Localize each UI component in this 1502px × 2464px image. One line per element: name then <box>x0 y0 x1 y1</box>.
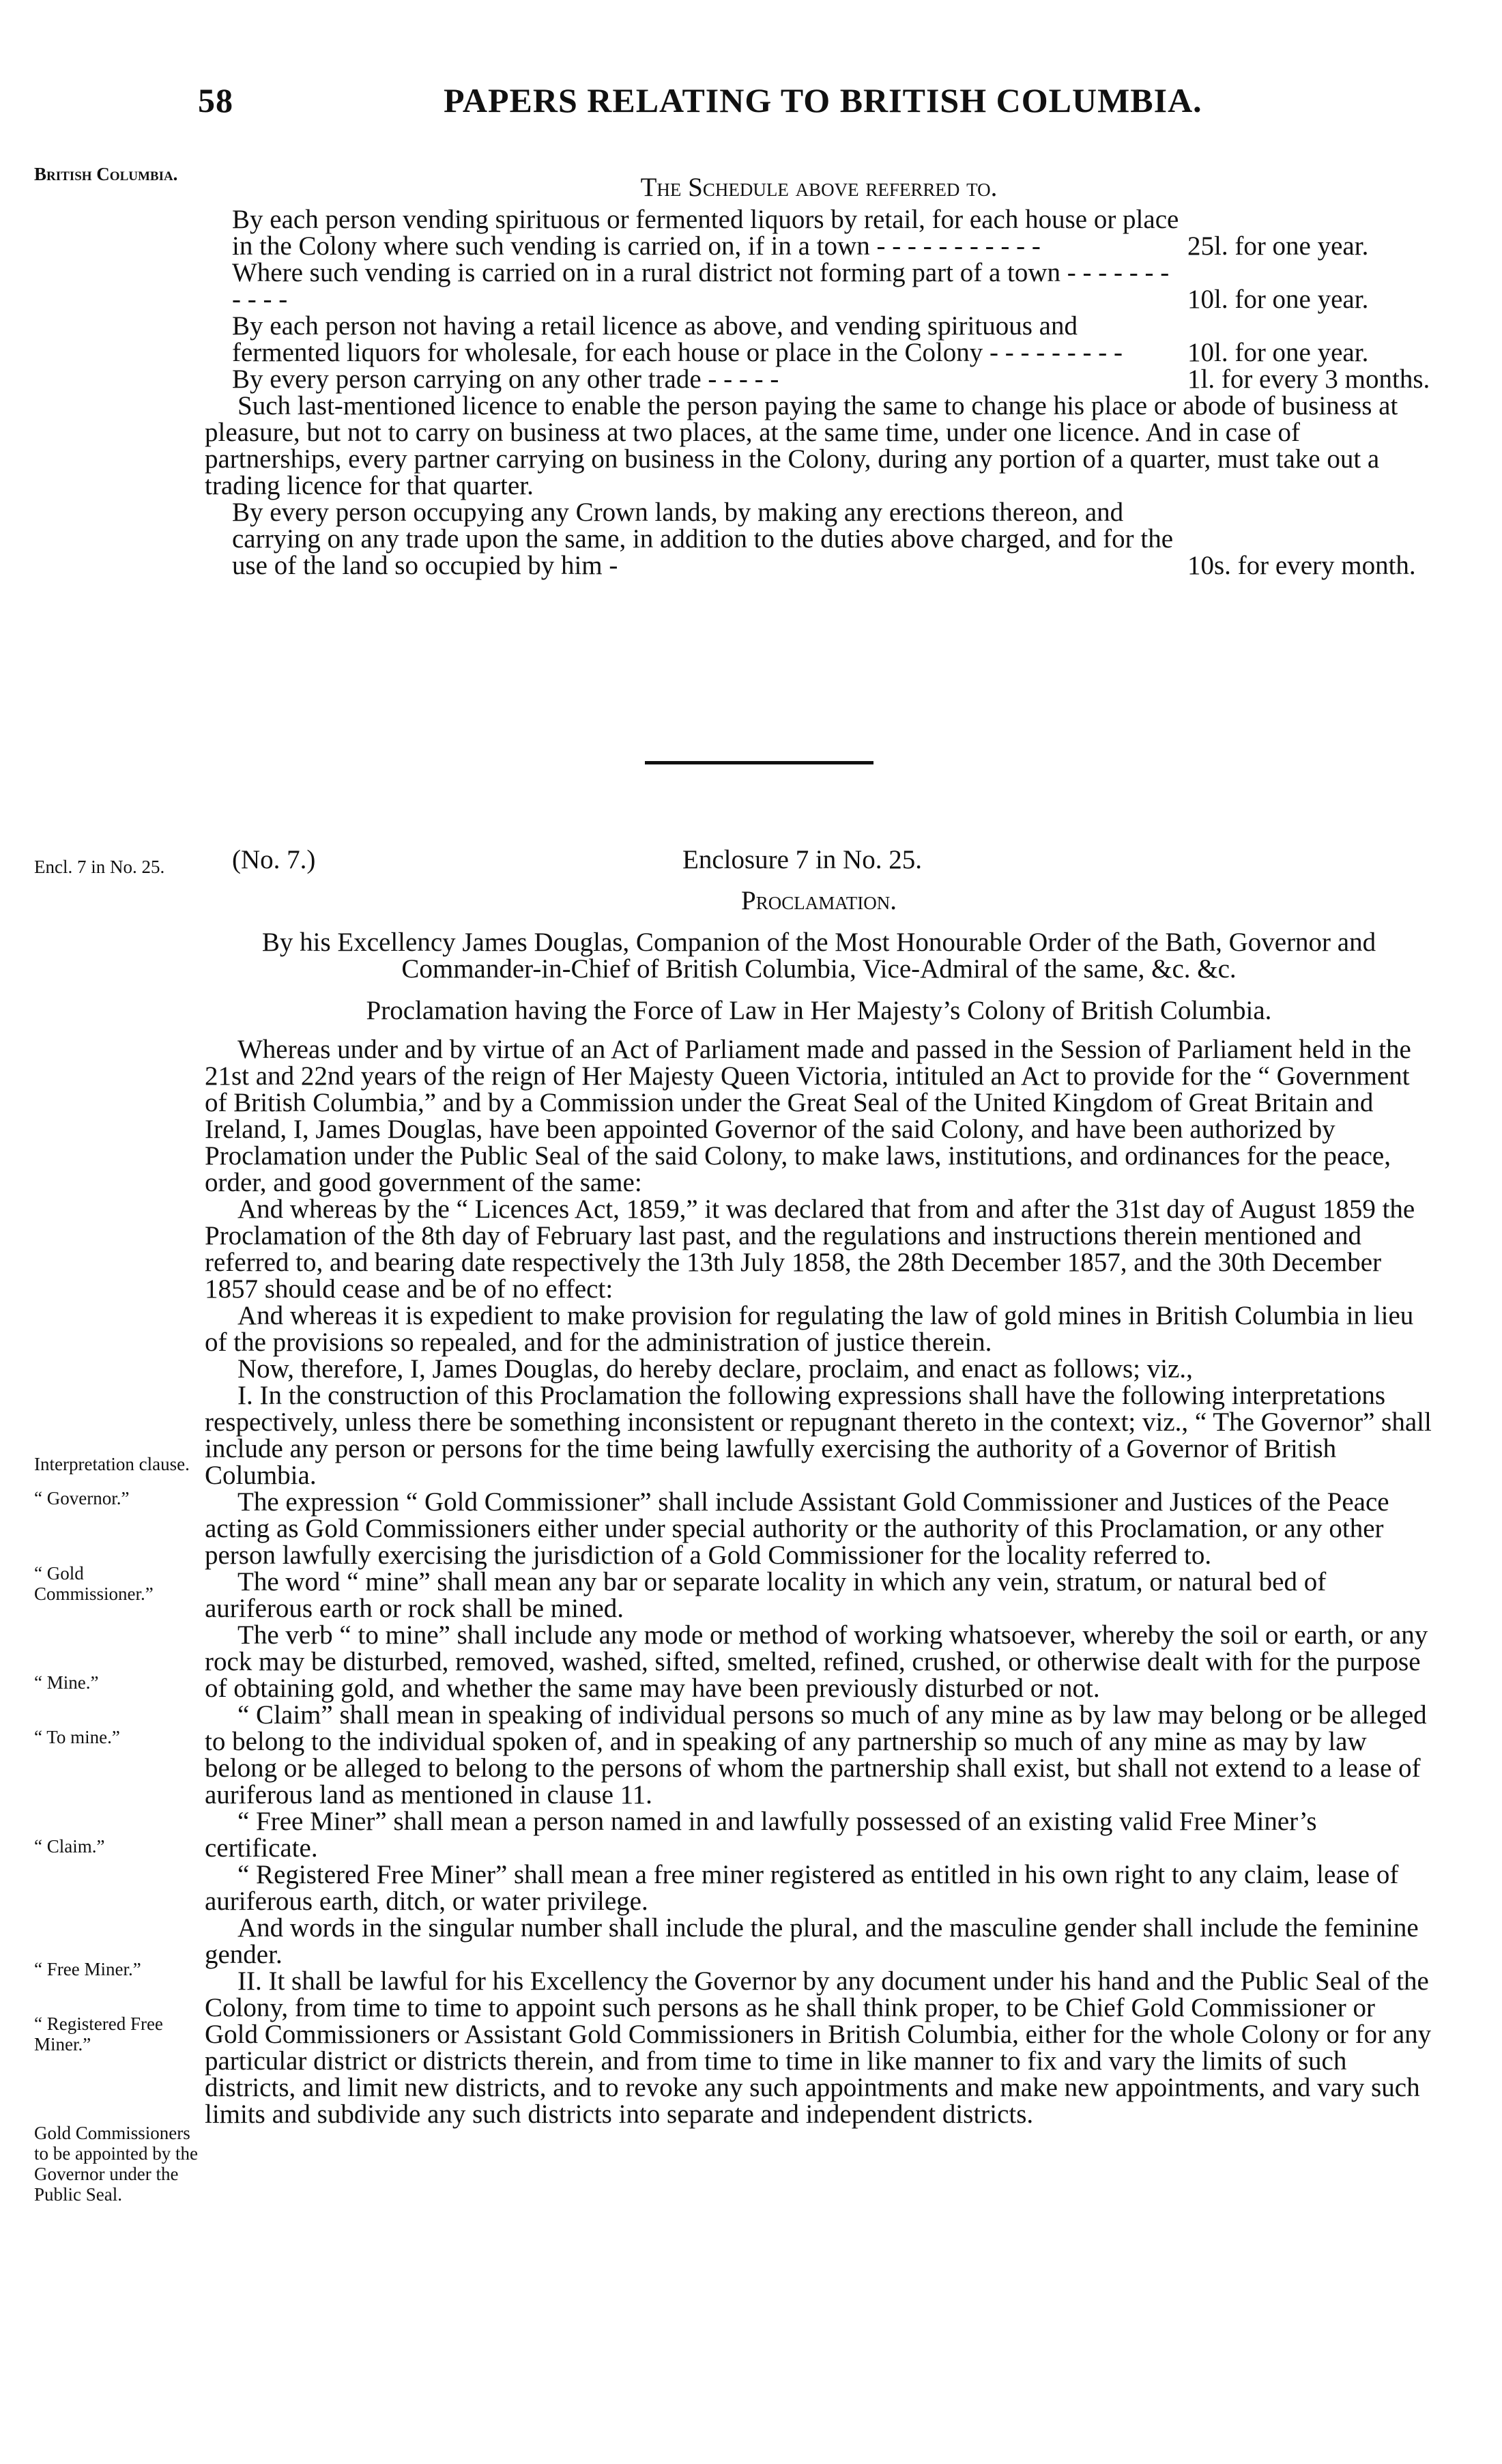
schedule-row-crown-lands <box>205 499 1433 579</box>
margin-note-claim: “ Claim.” <box>34 1836 105 1857</box>
paragraph: The verb “ to mine” shall include any mode or method of working whatsoever, whereby the soil or earth, or any rock may be disturbed, removed, washed, sifted, smelted, refined, crushed, or otherwise dealt with for the purpose of obtaining gold, and whether the same may have been previously disturbed or not. <box>205 1620 1428 1703</box>
schedule-section <box>205 174 1433 579</box>
schedule-row-amount: 10s. for every month. <box>1187 551 1416 580</box>
margin-note-gold-commissioner: “ Gold Commissioner.” <box>34 1563 154 1604</box>
margin-note-governor: “ Governor.” <box>34 1488 130 1508</box>
proclamation-by-line: By his Excellency James Douglas, Companion of the Most Honourable Order of the Bath, Governor and Commander-in-Chief of British Columbia, Vice-Admiral of the same, &c. &c. <box>261 928 1376 984</box>
paragraph: “ Registered Free Miner” shall mean a free miner registered as entitled in his own right to any claim, lease of auriferous earth, ditch, or water privilege. <box>205 1860 1399 1916</box>
page-number: 58 <box>198 81 233 119</box>
margin-note-enclosure: Encl. 7 in No. 25. <box>34 857 165 877</box>
running-title: PAPERS RELATING TO BRITISH COLUMBIA. <box>444 81 1202 119</box>
schedule-row-description: Where such vending is carried on in a rural district not forming part of a town - - - - - - - - - - - <box>232 258 1170 314</box>
proclamation-section <box>205 846 1433 2128</box>
proclamation-heading: Proclamation. <box>741 886 897 915</box>
enclosure-title: Enclosure 7 in No. 25. <box>682 845 922 874</box>
margin-note-registered-free-miner: “ Registered Free Miner.” <box>34 2014 163 2054</box>
schedule-title: The Schedule above referred to. <box>640 173 998 202</box>
paragraph: And whereas it is expedient to make provision for regulating the law of gold mines in British Columbia in lieu of the provisions so repealed, and for the administration of justice therein. <box>205 1301 1414 1357</box>
schedule-row-description: By every person carrying on any other trade - - - - - <box>232 364 779 394</box>
schedule-row-amount: 10l. for one year. <box>1187 338 1369 367</box>
paragraph: II. It shall be lawful for his Excellency the Governor by any document under his hand and the Public Seal of the Colony, from time to time to appoint such persons as he shall think proper, to be Chief Gold Commissioner or Gold Commissioners or Assistant Gold Commissioners in British Columbia, either for the whole Colony or for any particular district or districts therein, and from time to time in like manner to fix and vary the limits of such districts, and limit new districts, and to revoke any such appointments and make new appointments, and vary such limits and subdivide any such districts into separate and independent districts. <box>205 1966 1432 2129</box>
paragraph: And whereas by the “ Licences Act, 1859,” it was declared that from and after the 31st day of August 1859 the Proclamation of the 8th day of February last past, and the regulations and instructions therein mentioned and referred to, and bearing date respectively the 13th July 1858, the 28th December 1857, and the 30th December 1857 should cease and be of no effect: <box>205 1194 1415 1304</box>
schedule-row-description: By each person vending spirituous or fermented liquors by retail, for each house or place in the Colony where such vending is carried on, if in a town - - - - - - - - - - - <box>232 205 1179 261</box>
schedule-row-amount: 10l. for one year. <box>1187 285 1369 314</box>
schedule-row-amount: 25l. for one year. <box>1187 231 1369 261</box>
paragraph: The expression “ Gold Commissioner” shall include Assistant Gold Commissioner and Justices of the Peace acting as Gold Commissioners either under special authority or the authority of this Proclamation, or any other person lawfully exercising the jurisdiction of a Gold Commissioner for the locality referred to. <box>205 1487 1389 1570</box>
schedule-note: Such last-mentioned licence to enable the person paying the same to change his place or abode of business at pleasure, but not to carry on business at two places, at the same time, under one licence. And in case of partnerships, every partner carrying on business in the Colony, during any portion of a quarter, must take out a trading licence for that quarter. <box>205 391 1398 500</box>
margin-note-british-columbia: British Columbia. <box>34 164 178 184</box>
schedule-row-amount: 1l. for every 3 months. <box>1187 364 1430 394</box>
paragraph: I. In the construction of this Proclamation the following expressions shall have the following interpretations respectively, unless there be something inconsistent or repugnant thereto in the context; viz., “ The Governor” shall include any person or persons for the time being lawfully exercising the authority of a Governor of British Columbia. <box>205 1381 1432 1490</box>
margin-note-mine: “ Mine.” <box>34 1672 99 1693</box>
paragraph: Whereas under and by virtue of an Act of Parliament made and passed in the Session of Parliament held in the 21st and 22nd years of the reign of Her Majesty Queen Victoria, intituled an Act to provide for the “ Government of British Columbia,” and by a Commission under the Great Seal of the United Kingdom of Great Britain and Ireland, I, James Douglas, have been appointed Governor of the said Colony, and have been authorized by Proclamation under the Public Seal of the said Colony, to make laws, institutions, and ordinances for the peace, order, and good government of the same: <box>205 1035 1411 1197</box>
paragraph: And words in the singular number shall include the plural, and the masculine gender shall include the feminine gender. <box>205 1913 1419 1969</box>
margin-note-interpretation: Interpretation clause. <box>34 1454 190 1474</box>
section-divider <box>645 761 873 764</box>
paragraph: Now, therefore, I, James Douglas, do hereby declare, proclaim, and enact as follows; viz., <box>237 1354 1193 1384</box>
schedule-row <box>205 206 1433 259</box>
schedule-row-description: By every person occupying any Crown lands, by making any erections thereon, and carrying on any trade upon the same, in addition to the duties above charged, and for the use of the land so occupied by him - <box>232 498 1174 580</box>
margin-note-free-miner: “ Free Miner.” <box>34 1959 141 1979</box>
paragraph: “ Free Miner” shall mean a person named in and lawfully possessed of an existing valid Free Miner’s certificate. <box>205 1807 1317 1863</box>
enclosure-number: (No. 7.) <box>232 845 316 874</box>
margin-note-to-mine: “ To mine.” <box>34 1727 120 1747</box>
schedule-row <box>205 313 1433 366</box>
enclosure-heading <box>205 846 1433 880</box>
proclamation-subtitle: Proclamation having the Force of Law in Her Majesty’s Colony of British Columbia. <box>366 996 1272 1025</box>
paragraph: “ Claim” shall mean in speaking of individual persons so much of any mine as by law may belong or be alleged to belong to the individual spoken of, and in speaking of any partnership so much of any mine as may by law belong or be alleged to belong to the persons of whom the partnership shall exist, but shall not extend to a lease of auriferous land as mentioned in clause 11. <box>205 1700 1427 1809</box>
schedule-row-description: By each person not having a retail licence as above, and vending spirituous and fermented liquors for wholesale, for each house or place in the Colony - - - - - - - - - <box>232 311 1123 367</box>
paragraph: The word “ mine” shall mean any bar or separate locality in which any vein, stratum, or natural bed of auriferous earth or rock shall be mined. <box>205 1567 1327 1623</box>
margin-note-gold-commissioners-appointed: Gold Commissioners to be appointed by the Governor under the Public Seal. <box>34 2123 198 2205</box>
schedule-row <box>205 366 1433 392</box>
schedule-row <box>205 259 1433 313</box>
